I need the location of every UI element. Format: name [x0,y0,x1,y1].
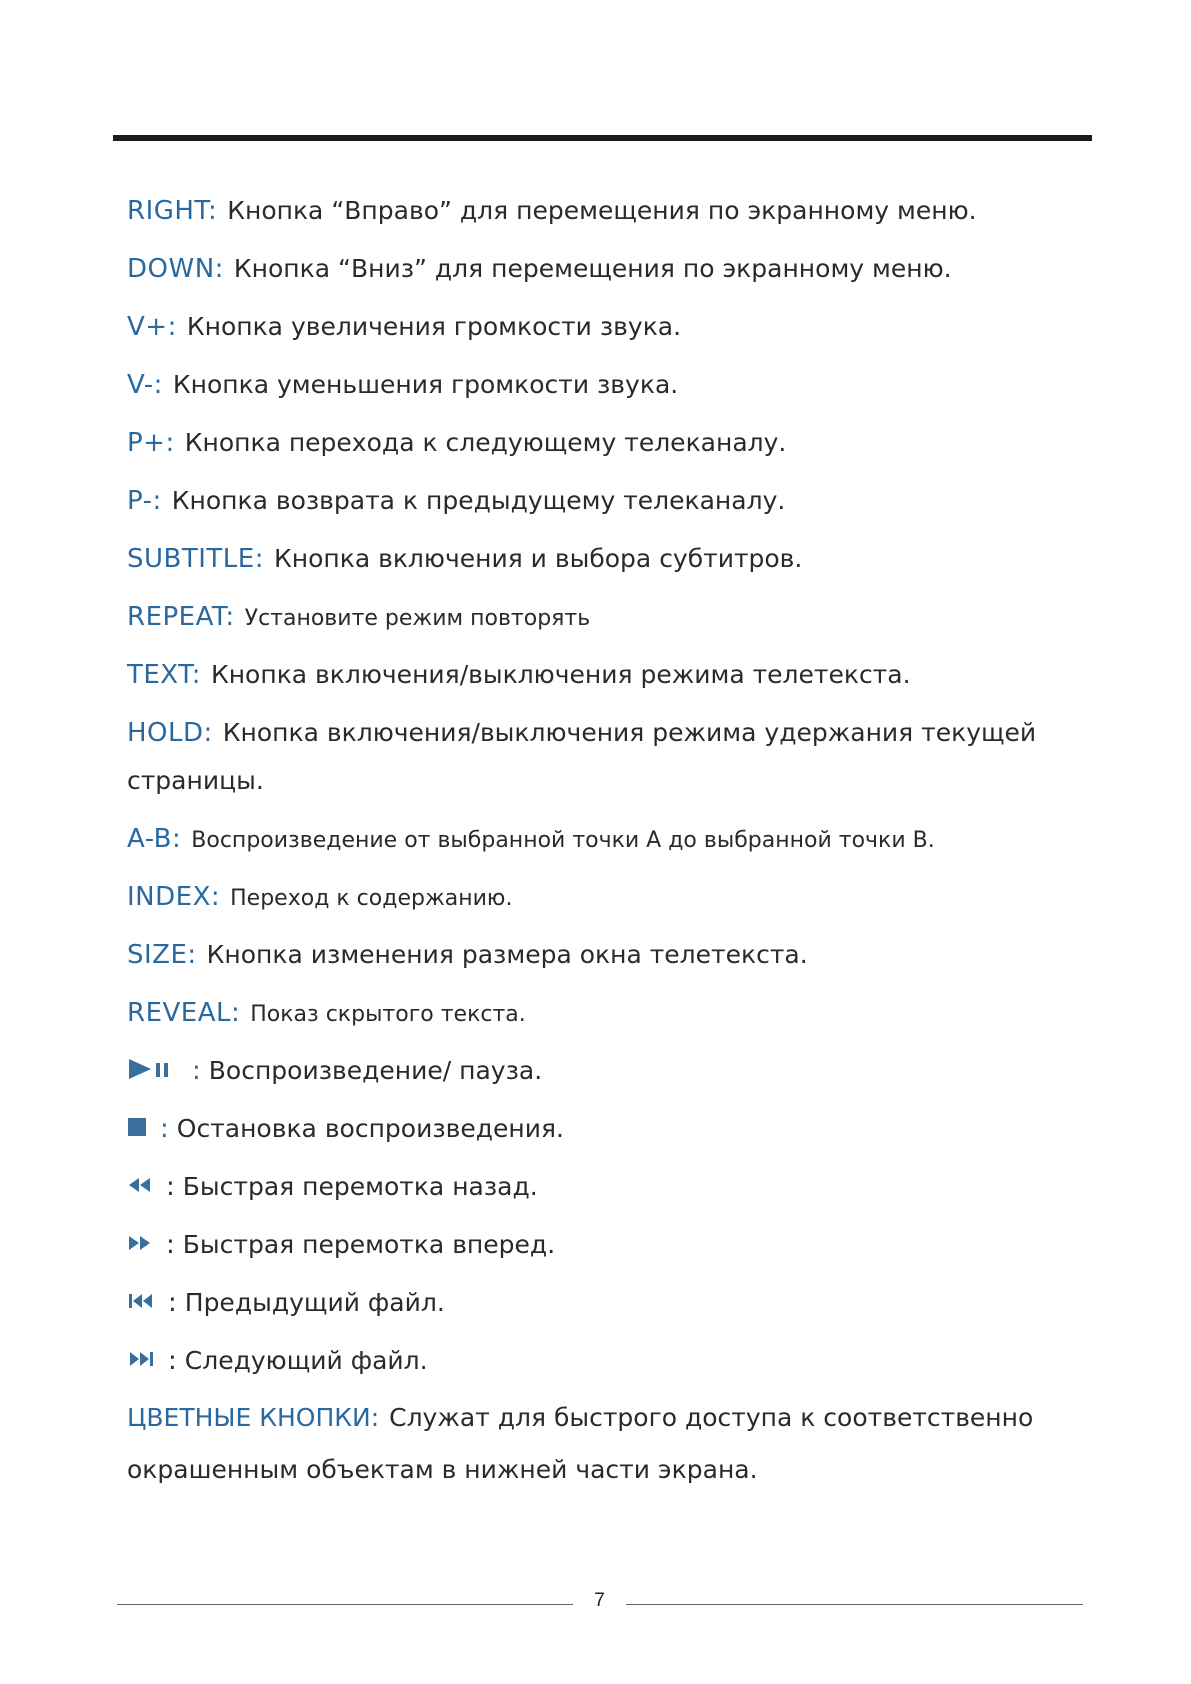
key-label: RIGHT: [127,196,218,226]
next-file-icon [127,1349,155,1369]
stop-icon [127,1117,147,1137]
key-description: Кнопка “Вниз” для перемещения по экранному меню. [233,254,952,283]
entry-previous-file [127,1274,1087,1332]
entry-text [127,646,1087,704]
key-description: Кнопка включения и выбора субтитров. [273,544,803,573]
entry-volume-up [127,298,1087,356]
key-label: REPEAT: [127,602,235,632]
key-description: Предыдущий файл. [184,1288,445,1317]
entry-play-pause [127,1042,1087,1100]
footer-rule-right [626,1604,1083,1605]
previous-file-icon [127,1291,155,1311]
key-description: Показ скрытого текста. [250,1002,526,1027]
entry-next-file [127,1332,1087,1390]
key-description: Кнопка возврата к предыдущему телеканалу. [171,486,786,515]
key-label: ЦВЕТНЫЕ КНОПКИ: [127,1403,380,1432]
key-description: Кнопка увеличения громкости звука. [186,312,682,341]
key-label: REVEAL: [127,998,241,1028]
top-rule [113,135,1092,141]
key-description: Кнопка “Вправо” для перемещения по экранному меню. [227,196,977,225]
key-label: HOLD: [127,718,213,748]
entry-program-up [127,414,1087,472]
key-label: TEXT: [127,660,201,690]
page-number: 7 [594,1590,605,1611]
colon: : [166,1230,175,1260]
key-description: Кнопка уменьшения громкости звука. [172,370,679,399]
entry-volume-down [127,356,1087,414]
entry-size [127,926,1087,984]
entry-right [127,182,1087,240]
key-description: Служат для быстрого доступа к соответственно окрашенным объектам в нижней части экрана. [127,1403,1034,1484]
colon: : [192,1056,201,1086]
colon: : [168,1346,177,1376]
play-pause-icon [127,1057,179,1081]
entry-program-down [127,472,1087,530]
key-label: P-: [127,486,162,516]
key-description: Воспроизведение/ пауза. [208,1056,543,1085]
fast-forward-icon [127,1233,153,1253]
key-label: INDEX: [127,882,221,912]
entry-fast-rewind [127,1158,1087,1216]
entry-reveal [127,984,1087,1042]
entry-hold [127,709,1087,805]
key-label: V+: [127,312,177,342]
key-description: Установите режим повторять [244,606,591,631]
key-label: P+: [127,428,175,458]
button-description-list [127,182,1087,1484]
key-description: Переход к содержанию. [230,886,513,911]
key-description: Кнопка включения/выключения режима удержания текущей страницы. [127,718,1037,795]
key-description: Кнопка изменения размера окна телетекста. [206,940,808,969]
key-description: Остановка воспроизведения. [176,1114,564,1143]
entry-down [127,240,1087,298]
key-label: DOWN: [127,254,224,284]
entry-index [127,868,1087,926]
key-description: Кнопка включения/выключения режима телетекста. [210,660,911,689]
page-footer [117,1590,1083,1620]
key-label: A-B: [127,824,182,854]
colon: : [160,1114,169,1144]
footer-rule-left [117,1604,573,1605]
key-label: V-: [127,370,163,400]
key-description: Следующий файл. [184,1346,428,1375]
entry-repeat [127,588,1087,646]
key-description: Быстрая перемотка назад. [182,1172,538,1201]
key-label: SIZE: [127,940,197,970]
key-label: SUBTITLE: [127,544,264,574]
colon: : [168,1288,177,1318]
key-description: Воспроизведение от выбранной точки А до выбранной точки В. [191,828,935,853]
entry-stop [127,1100,1087,1158]
key-description: Быстрая перемотка вперед. [182,1230,556,1259]
entry-fast-forward [127,1216,1087,1274]
entry-subtitle [127,530,1087,588]
colon: : [166,1172,175,1202]
entry-color-buttons [127,1392,1087,1484]
entry-a-b [127,810,1087,868]
fast-rewind-icon [127,1175,153,1195]
key-description: Кнопка перехода к следующему телеканалу. [184,428,787,457]
